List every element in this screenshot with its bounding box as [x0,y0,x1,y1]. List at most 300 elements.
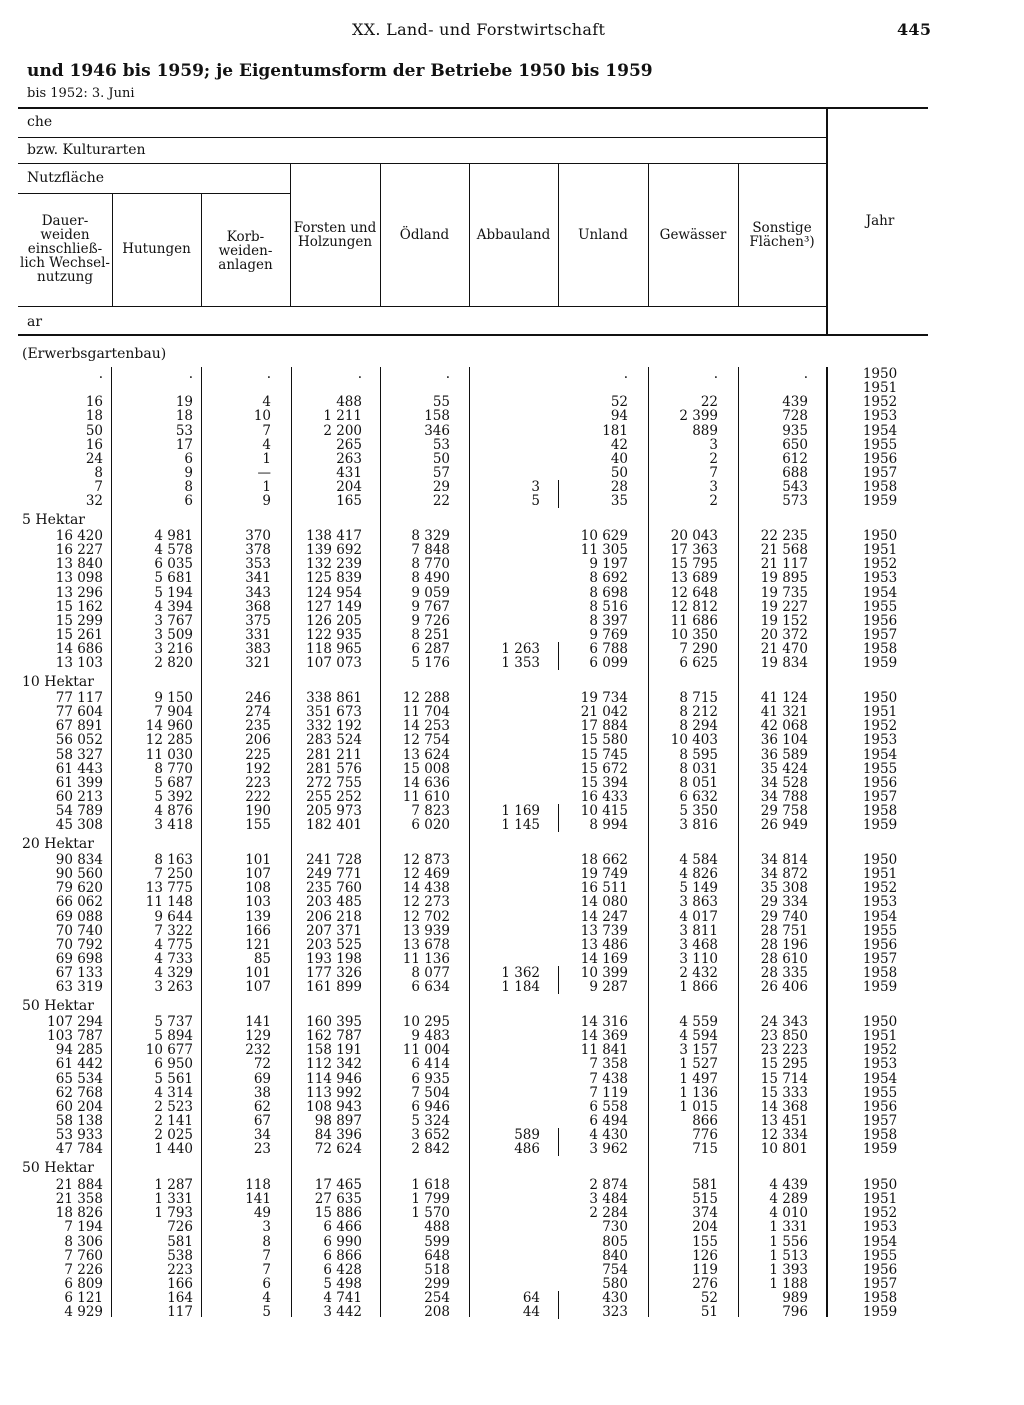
table-cell: 13 739 [580,922,628,939]
table-cell: 44 [522,1304,540,1321]
table-cell: 16 511 [580,880,628,897]
year-cell: 1957 [862,627,898,644]
table-cell: 3 863 [679,894,718,911]
table-cell: 612 [782,450,808,467]
table-cell: 12 648 [670,584,718,601]
year-cell: 1952 [862,880,898,897]
year-cell: 1954 [862,584,898,601]
table-cell: 6 866 [323,1247,362,1264]
table-subtitle: bis 1952: 3. Juni [27,86,135,101]
table-cell: 1 513 [769,1247,808,1264]
table-cell: 14 253 [402,718,450,735]
table-cell: 12 334 [760,1127,808,1144]
table-cell: 61 442 [55,1056,103,1073]
table-cell: 1 169 [501,803,540,820]
table-cell: 64 [522,1290,540,1307]
table-cell: 17 363 [670,542,718,559]
table-cell: 4 741 [323,1290,362,1307]
table-cell: 10 629 [580,528,628,544]
table-cell: 10 350 [670,627,718,644]
year-cell: 1952 [862,1205,898,1222]
table-cell: 13 486 [580,936,628,953]
table-cell: 119 [692,1261,718,1278]
table-cell: 12 469 [402,866,450,883]
table-cell: 8 994 [589,817,628,834]
table-cell: 5 194 [154,584,193,601]
year-cell: 1959 [862,979,898,996]
table-cell: 53 933 [55,1127,103,1144]
table-cell: 3 418 [154,817,193,834]
year-cell: 1959 [862,655,898,672]
table-cell: 4 017 [679,908,718,925]
table-cell: 935 [782,422,808,439]
year-cell: 1951 [862,380,898,397]
table-cell: 7 119 [589,1084,628,1101]
table-cell: 208 [424,1304,450,1321]
table-cell: 840 [602,1247,628,1264]
table-cell: 13 624 [402,746,450,763]
table-cell: 14 169 [580,951,628,968]
table-cell: 225 [245,746,271,763]
table-cell: 265 [336,436,362,453]
table-cell: 108 943 [306,1098,362,1115]
table-cell: 50 [432,450,450,467]
table-cell: 7 226 [64,1261,103,1278]
year-cell: 1954 [862,422,898,439]
table-cell: 12 812 [670,598,718,615]
table-cell: 29 [432,479,450,496]
header-rule-2 [18,163,826,164]
table-cell: 8 698 [589,584,628,601]
table-cell: 370 [245,528,271,544]
table-cell: 5 [262,1304,271,1321]
year-cell: 1951 [862,542,898,559]
year-cell: 1956 [862,1098,898,1115]
table-cell: 8 595 [679,746,718,763]
table-cell: 1 263 [501,641,540,658]
table-cell: 12 285 [145,732,193,749]
table-cell: 1 184 [501,979,540,996]
table-cell: 182 401 [306,817,362,834]
year-cell: 1959 [862,1141,898,1158]
table-cell: 13 775 [145,880,193,897]
table-cell: 7 438 [589,1070,628,1087]
table-cell: 254 [424,1290,450,1307]
table-cell: 2 200 [323,422,362,439]
table-cell: 20 372 [760,627,808,644]
section-label: (Erwerbsgartenbau) [22,346,167,362]
header-rule-1 [18,137,826,138]
table-cell: 52 [700,1290,718,1307]
table-cell: 19 735 [760,584,808,601]
year-cell: 1957 [862,1276,898,1293]
table-cell: 730 [602,1219,628,1236]
table-cell: 378 [245,542,271,559]
year-cell: 1959 [862,817,898,834]
table-cell: 53 [175,422,193,439]
table-cell: 22 235 [760,528,808,544]
table-cell: 101 [245,965,271,982]
table-cell: 52 [610,394,628,411]
table-cell: 190 [245,803,271,820]
table-cell: 21 884 [55,1177,103,1193]
table-cell: 41 124 [760,690,808,706]
table-cell: 28 196 [760,936,808,953]
table-cell: 5 687 [154,774,193,791]
table-cell: 754 [602,1261,628,1278]
header-rule-3 [18,193,290,194]
table-cell: 1 556 [769,1233,808,1250]
year-cell: 1950 [862,366,898,382]
year-cell: 1952 [862,718,898,735]
table-cell: 4 775 [154,936,193,953]
table-cell: 7 760 [64,1247,103,1264]
table-cell: 332 192 [306,718,362,735]
table-cell: 5 681 [154,570,193,587]
table-cell: 141 [245,1191,271,1208]
table-cell: 5 392 [154,789,193,806]
table-cell: 50 [610,465,628,482]
body-divider-1 [111,367,112,1317]
table-cell: 341 [245,570,271,587]
table-cell: 2 842 [411,1141,450,1158]
year-cell: 1959 [862,1304,898,1321]
table-cell: 22 [700,394,718,411]
table-cell: 13 103 [55,655,103,672]
table-cell: 22 [432,493,450,510]
year-cell: 1953 [862,732,898,749]
page-number: 445 [897,20,932,39]
year-cell: 1950 [862,1014,898,1030]
table-cell: 50 [85,422,103,439]
table-cell: 126 [692,1247,718,1264]
table-title: und 1946 bis 1959; je Eigentumsform der Betriebe 1950 bis 1959 [27,61,653,81]
table-cell: 4 [262,1290,271,1307]
table-cell: 181 [602,422,628,439]
table-cell: 7 848 [411,542,450,559]
table-cell: 10 403 [670,732,718,749]
table-cell: 543 [782,479,808,496]
table-cell: 4 876 [154,803,193,820]
year-cell: 1957 [862,1113,898,1130]
year-cell: 1953 [862,1219,898,1236]
col-unland: Unland [578,227,628,243]
table-cell: 7 290 [679,641,718,658]
table-cell: 4 010 [769,1205,808,1222]
table-cell: 57 [432,465,450,482]
table-cell: 4 314 [154,1084,193,1101]
table-cell: 12 873 [402,852,450,868]
table-cell: 36 104 [760,732,808,749]
table-cell: 107 [245,979,271,996]
table-cell: 90 560 [55,866,103,883]
table-cell: 34 872 [760,866,808,883]
table-cell: 21 470 [760,641,808,658]
table-cell: 3 [262,1219,271,1236]
table-cell: 165 [336,493,362,510]
table-cell: 589 [514,1127,540,1144]
table-cell: 108 [245,880,271,897]
table-cell: 573 [782,493,808,510]
table-cell: 13 689 [670,570,718,587]
table-cell: 8 715 [679,690,718,706]
table-cell: 2 [709,493,718,510]
table-cell: 796 [782,1304,808,1321]
table-cell: 112 342 [306,1056,362,1073]
table-cell: 1 015 [679,1098,718,1115]
abbau-unland-divider [558,656,559,670]
table-cell: 14 247 [580,908,628,925]
table-cell: 69 698 [55,951,103,968]
table-cell: 107 294 [47,1014,103,1030]
section-label: 50 Hektar [22,998,94,1014]
table-cell: 18 826 [55,1205,103,1222]
table-cell: 45 308 [55,817,103,834]
table-cell: 206 218 [306,908,362,925]
table-cell: 60 213 [55,789,103,806]
table-cell: 6 950 [154,1056,193,1073]
year-cell: 1951 [862,1028,898,1045]
table-cell: — [257,465,271,482]
chapter-heading: XX. Land- und Forstwirtschaft [352,20,606,39]
table-cell: 728 [782,408,808,425]
table-cell: 439 [782,394,808,411]
table-cell: 58 138 [55,1113,103,1130]
year-cell: 1955 [862,436,898,453]
table-cell: 27 635 [314,1191,362,1208]
table-cell: 16 420 [55,528,103,544]
table-cell: 1 527 [679,1056,718,1073]
table-cell: 6 020 [411,817,450,834]
table-cell: 6 935 [411,1070,450,1087]
table-cell: 351 673 [306,704,362,721]
table-cell: 1 331 [154,1191,193,1208]
table-cell: 1 136 [679,1084,718,1101]
table-cell: 98 897 [314,1113,362,1130]
year-cell: 1955 [862,1247,898,1264]
table-cell: 14 080 [580,894,628,911]
table-cell: 1 211 [323,408,362,425]
table-cell: 331 [245,627,271,644]
body-year-divider [826,367,828,1317]
table-cell: 10 415 [580,803,628,820]
section-label: 20 Hektar [22,836,94,852]
table-cell: 281 576 [306,760,362,777]
table-cell: 15 886 [314,1205,362,1222]
table-cell: 255 252 [306,789,362,806]
table-cell: 353 [245,556,271,573]
section-label: 50 Hektar [22,1160,94,1176]
table-cell: 28 751 [760,922,808,939]
year-cell: 1958 [862,803,898,820]
table-cell: 4 981 [154,528,193,544]
table-cell: 62 [253,1098,271,1115]
table-cell: 274 [245,704,271,721]
table-cell: 6 428 [323,1261,362,1278]
table-cell: 4 289 [769,1191,808,1208]
table-cell: 488 [336,394,362,411]
table-cell: 94 285 [55,1042,103,1059]
table-cell: 18 [85,408,103,425]
year-cell: 1953 [862,570,898,587]
table-cell: 139 [245,908,271,925]
table-cell: 18 [175,408,193,425]
table-cell: 23 [253,1141,271,1158]
table-cell: 205 973 [306,803,362,820]
table-cell: 103 [245,894,271,911]
table-cell: 6 [184,493,193,510]
table-cell: 121 [245,936,271,953]
table-cell: 5 [531,493,540,510]
table-cell: 8 051 [679,774,718,791]
table-cell: 10 677 [145,1042,193,1059]
table-cell: 11 610 [402,789,450,806]
table-cell: 15 008 [402,760,450,777]
table-cell: 5 149 [679,880,718,897]
year-cell: 1958 [862,641,898,658]
table-cell: 7 358 [589,1056,628,1073]
table-cell: 1 353 [501,655,540,672]
table-cell: 9 287 [589,979,628,996]
table-cell: 193 198 [306,951,362,968]
abbau-unland-divider [558,642,559,656]
table-cell: 90 834 [55,852,103,868]
table-cell: 375 [245,612,271,629]
table-cell: 246 [245,690,271,706]
abbau-unland-divider [558,966,559,980]
table-cell: 107 [245,866,271,883]
table-cell: 2 025 [154,1127,193,1144]
col-forsten: Forsten und Holzungen [293,220,377,250]
table-cell: 3 652 [411,1127,450,1144]
table-cell: 1 393 [769,1261,808,1278]
table-cell: 7 904 [154,704,193,721]
table-cell: 3 [709,479,718,496]
year-cell: 1953 [862,1056,898,1073]
table-cell: 3 110 [679,951,718,968]
year-cell: 1954 [862,1070,898,1087]
year-cell: 1955 [862,922,898,939]
table-cell: 3 816 [679,817,718,834]
table-cell: 16 433 [580,789,628,806]
year-cell: 1952 [862,1042,898,1059]
year-cell: 1956 [862,936,898,953]
table-cell: 177 326 [306,965,362,982]
table-cell: 1 497 [679,1070,718,1087]
table-cell: 9 769 [589,627,628,644]
table-cell: 3 442 [323,1304,362,1321]
table-cell: 53 [432,436,450,453]
header-bottom-rule [18,334,928,336]
year-cell: 1957 [862,951,898,968]
table-cell: 69 [253,1070,271,1087]
table-cell: 118 965 [306,641,362,658]
table-cell: 51 [700,1304,718,1321]
table-cell: 374 [692,1205,718,1222]
table-cell: 10 399 [580,965,628,982]
table-cell: 162 787 [306,1028,362,1045]
table-cell: 7 322 [154,922,193,939]
table-cell: 18 662 [580,852,628,868]
table-cell: 36 589 [760,746,808,763]
table-cell: 125 839 [306,570,362,587]
year-cell: 1955 [862,1084,898,1101]
table-cell: 6 [184,450,193,467]
table-cell: 67 [253,1113,271,1130]
table-cell: 5 894 [154,1028,193,1045]
table-cell: 8 251 [411,627,450,644]
table-cell: 29 334 [760,894,808,911]
table-cell: 118 [245,1177,271,1193]
table-cell: 34 [253,1127,271,1144]
table-cell: 343 [245,584,271,601]
year-cell: 1958 [862,479,898,496]
table-cell: 94 [610,408,628,425]
table-cell: 11 704 [402,704,450,721]
header-rule-4 [18,306,826,307]
year-cell: 1951 [862,704,898,721]
table-cell: 117 [167,1304,193,1321]
table-cell: 430 [602,1290,628,1307]
table-cell: 16 [85,436,103,453]
table-cell: 580 [602,1276,628,1293]
table-cell: 6 466 [323,1219,362,1236]
table-cell: 164 [167,1290,193,1307]
table-cell: 8 692 [589,570,628,587]
table-cell: 223 [167,1261,193,1278]
table-cell: 14 368 [760,1098,808,1115]
table-cell: 161 899 [306,979,362,996]
table-cell: 6 121 [64,1290,103,1307]
table-cell: 158 191 [306,1042,362,1059]
table-cell: 249 771 [306,866,362,883]
table-cell: 41 321 [760,704,808,721]
col-oedland: Ödland [399,227,450,243]
table-cell: 1 618 [411,1177,450,1193]
year-cell: 1950 [862,690,898,706]
col-gewaesser: Gewässer [659,227,727,243]
table-cell: 1 188 [769,1276,808,1293]
table-cell: 650 [782,436,808,453]
table-cell: 283 524 [306,732,362,749]
abbau-unland-divider [558,494,559,508]
table-cell: 13 296 [55,584,103,601]
table-cell: 79 620 [55,880,103,897]
table-cell: . [803,366,808,382]
table-cell: 35 308 [760,880,808,897]
table-cell: 15 299 [55,612,103,629]
year-cell: 1956 [862,1261,898,1278]
table-cell: 122 935 [306,627,362,644]
table-cell: 8 770 [411,556,450,573]
header-row2-label: bzw. Kulturarten [27,142,146,158]
table-cell: 15 162 [55,598,103,615]
table-cell: 9 767 [411,598,450,615]
table-cell: 889 [692,422,718,439]
table-cell: 16 [85,394,103,411]
table-cell: 7 194 [64,1219,103,1236]
table-cell: 103 787 [47,1028,103,1045]
table-cell: 223 [245,774,271,791]
table-cell: 21 358 [55,1191,103,1208]
year-cell: 1952 [862,394,898,411]
table-cell: 127 149 [306,598,362,615]
table-cell: 63 319 [55,979,103,996]
table-cell: 5 176 [411,655,450,672]
table-cell: 1 331 [769,1219,808,1236]
table-cell: 3 509 [154,627,193,644]
table-cell: 12 702 [402,908,450,925]
